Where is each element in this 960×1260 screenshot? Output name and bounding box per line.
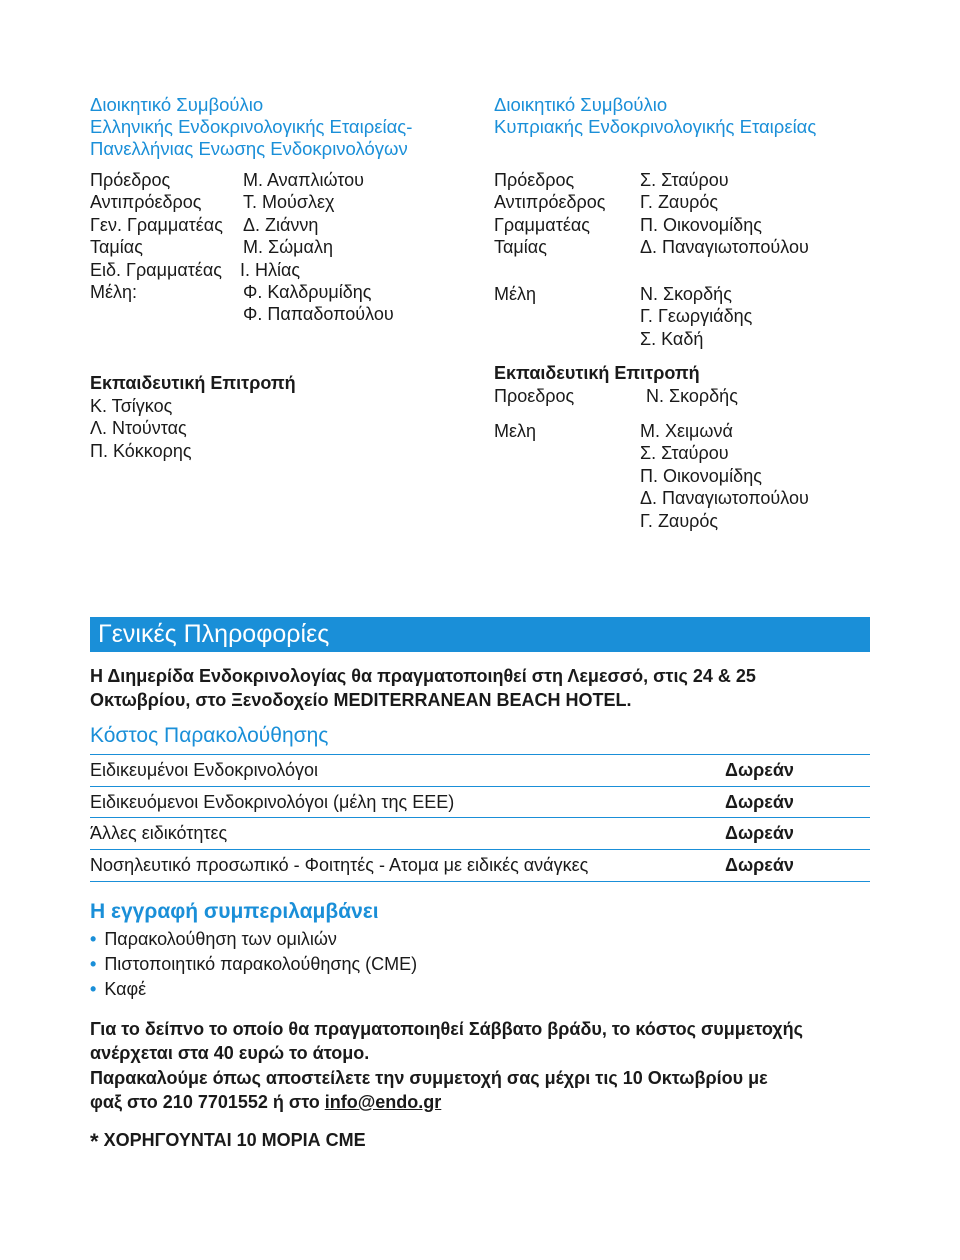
roster-role: Αντιπρόεδρος bbox=[90, 192, 202, 213]
contact-prefix: φαξ στο 210 7701552 ή στο bbox=[90, 1092, 325, 1112]
roster-name: Μ. Σώμαλη bbox=[243, 237, 333, 258]
member-name: Κ. Τσίγκος bbox=[90, 396, 173, 416]
attendance-cost-title: Κόστος Παρακολούθησης bbox=[90, 724, 329, 747]
member-name: Μ. Χειμωνά bbox=[640, 421, 733, 441]
roster-name: Π. Οικονομίδης bbox=[640, 214, 762, 235]
roster-row bbox=[90, 170, 420, 192]
left-education-title: Εκπαιδευτική Επιτροπή bbox=[90, 373, 296, 393]
roster-row bbox=[90, 237, 420, 259]
left-board-roster bbox=[90, 170, 420, 327]
cost-price: Δωρεάν bbox=[725, 854, 794, 875]
roster-name: Φ. Καλδρυμίδης bbox=[243, 281, 372, 302]
roster-row bbox=[90, 192, 420, 214]
right-board-title bbox=[494, 94, 816, 138]
roster-role: Ταμίας bbox=[494, 237, 547, 258]
right-title-line: Κυπριακής Ενδοκρινολογικής Εταιρείας bbox=[494, 116, 817, 137]
roster-name: Ι. Ηλίας bbox=[240, 259, 301, 280]
bullet-icon: • bbox=[90, 954, 97, 974]
roster-name: Τ. Μούσλεχ bbox=[243, 192, 335, 213]
roster-role: Πρόεδρος bbox=[494, 170, 575, 190]
table-row bbox=[90, 817, 870, 849]
cost-price: Δωρεάν bbox=[725, 760, 794, 780]
contact-paragraph bbox=[90, 1066, 768, 1114]
cost-label: Νοσηλευτικό προσωπικό - Φοιτητές - Ατομα με ειδικές ανάγκες bbox=[90, 854, 589, 875]
dinner-paragraph bbox=[90, 1017, 803, 1065]
asterisk-icon: * bbox=[90, 1129, 99, 1154]
list-item bbox=[90, 952, 417, 977]
roster-row bbox=[90, 260, 420, 282]
roster-row bbox=[494, 237, 874, 259]
roster-name: Δ. Παναγιωτοπούλου bbox=[640, 237, 809, 258]
right-members-list bbox=[640, 283, 752, 350]
dinner-line: Για το δείπνο το οποίο θα πραγματοποιηθεί Σάββατο βράδυ, το κόστος συμμετοχής bbox=[90, 1019, 803, 1039]
roster-row bbox=[90, 215, 420, 237]
registration-title: Η εγγραφή συμπεριλαμβάνει bbox=[90, 900, 379, 923]
roster-role: Ταμίας bbox=[90, 237, 143, 258]
left-title-line: Ελληνικής Ενδοκρινολογικής Εταιρείας- bbox=[90, 116, 413, 137]
roster-name: Δ. Ζιάννη bbox=[243, 214, 319, 235]
member-name: Σ. Καδή bbox=[640, 328, 704, 349]
roster-role: Ειδ. Γραμματέας bbox=[90, 259, 222, 280]
roster-name: Γ. Ζαυρός bbox=[640, 192, 719, 213]
right-title-line: Διοικητικό Συμβούλιο bbox=[494, 94, 668, 115]
contact-line: Παρακαλούμε όπως αποστείλετε την συμμετοχή σας μέχρι τις 10 Οκτωβρίου με bbox=[90, 1068, 768, 1088]
member-name: Σ. Σταύρου bbox=[640, 443, 729, 464]
cost-price: Δωρεάν bbox=[725, 791, 794, 812]
list-item-text: Καφέ bbox=[104, 979, 147, 999]
member-name: Π. Οικονομίδης bbox=[640, 465, 762, 486]
right-education-members-role: Μελη bbox=[494, 421, 537, 441]
roster-name: Σ. Σταύρου bbox=[640, 170, 729, 190]
roster-row bbox=[90, 282, 420, 304]
left-title-line: Πανελλήνιας Ενωσης Ενδοκρινολόγων bbox=[90, 138, 408, 159]
roster-role: Μέλη: bbox=[90, 281, 138, 302]
registration-list bbox=[90, 927, 417, 1002]
list-item bbox=[90, 977, 417, 1002]
roster-role: Πρόεδρος bbox=[90, 170, 171, 190]
intro-line: Η Διημερίδα Ενδοκρινολογίας θα πραγματοποιηθεί στη Λεμεσσό, στις 24 & 25 bbox=[90, 666, 756, 686]
member-name: Γ. Γεωργιάδης bbox=[640, 306, 753, 327]
list-item-text: Παρακολούθηση των ομιλιών bbox=[104, 929, 337, 949]
right-education-members bbox=[640, 420, 809, 532]
right-education-title: Εκπαιδευτική Επιτροπή bbox=[494, 363, 700, 383]
cme-note bbox=[90, 1129, 366, 1155]
bullet-icon: • bbox=[90, 929, 97, 949]
cost-label: Ειδικευμένοι Ενδοκρινολόγοι bbox=[90, 760, 318, 780]
dinner-line: ανέρχεται στα 40 ευρώ το άτομο. bbox=[90, 1043, 370, 1063]
right-members-role: Μέλη bbox=[494, 284, 537, 304]
member-name: Γ. Ζαυρός bbox=[640, 510, 719, 531]
cost-label: Άλλες ειδικότητες bbox=[90, 823, 228, 844]
roster-row bbox=[494, 215, 874, 237]
cost-price: Δωρεάν bbox=[725, 823, 794, 844]
cost-label: Ειδικευόμενοι Ενδοκρινολόγοι (μέλη της ΕΕΕ) bbox=[90, 791, 455, 812]
table-row bbox=[90, 849, 870, 882]
right-education-chair-role: Προεδρος bbox=[494, 386, 575, 406]
left-board-title bbox=[90, 94, 412, 160]
intro-line: Οκτωβρίου, στο Ξενοδοχείο MEDITERRANEAN BEACH HOTEL. bbox=[90, 690, 632, 710]
roster-name: Φ. Παπαδοπούλου bbox=[243, 304, 394, 325]
list-item bbox=[90, 927, 417, 952]
right-education-chair-name: Ν. Σκορδής bbox=[646, 386, 738, 406]
general-info-intro bbox=[90, 664, 870, 712]
email-link[interactable]: info@endo.gr bbox=[324, 1092, 442, 1112]
roster-role: Γραμματέας bbox=[494, 214, 590, 235]
member-name: Λ. Ντούντας bbox=[90, 418, 187, 439]
roster-role: Αντιπρόεδρος bbox=[494, 192, 606, 213]
list-item-text: Πιστοποιητικό παρακολούθησης (CME) bbox=[104, 954, 418, 974]
left-education-members bbox=[90, 395, 192, 462]
attendance-cost-table bbox=[90, 754, 870, 882]
member-name: Π. Κόκκορης bbox=[90, 440, 192, 461]
left-title-line: Διοικητικό Συμβούλιο bbox=[90, 94, 264, 115]
roster-row bbox=[494, 192, 874, 214]
general-info-banner: Γενικές Πληροφορίες bbox=[90, 617, 870, 652]
cme-note-text: ΧΟΡΗΓΟΥΝΤΑΙ 10 ΜΟΡΙΑ CME bbox=[103, 1130, 366, 1150]
right-board-roster bbox=[494, 170, 874, 260]
contact-line bbox=[90, 1090, 768, 1114]
roster-row bbox=[494, 170, 874, 192]
roster-row bbox=[90, 304, 420, 326]
member-name: Ν. Σκορδής bbox=[640, 284, 732, 304]
bullet-icon: • bbox=[90, 979, 97, 999]
table-row bbox=[90, 754, 870, 786]
roster-name: Μ. Αναπλιώτου bbox=[243, 170, 365, 190]
roster-role: Γεν. Γραμματέας bbox=[90, 214, 223, 235]
table-row bbox=[90, 786, 870, 818]
member-name: Δ. Παναγιωτοπούλου bbox=[640, 488, 809, 509]
